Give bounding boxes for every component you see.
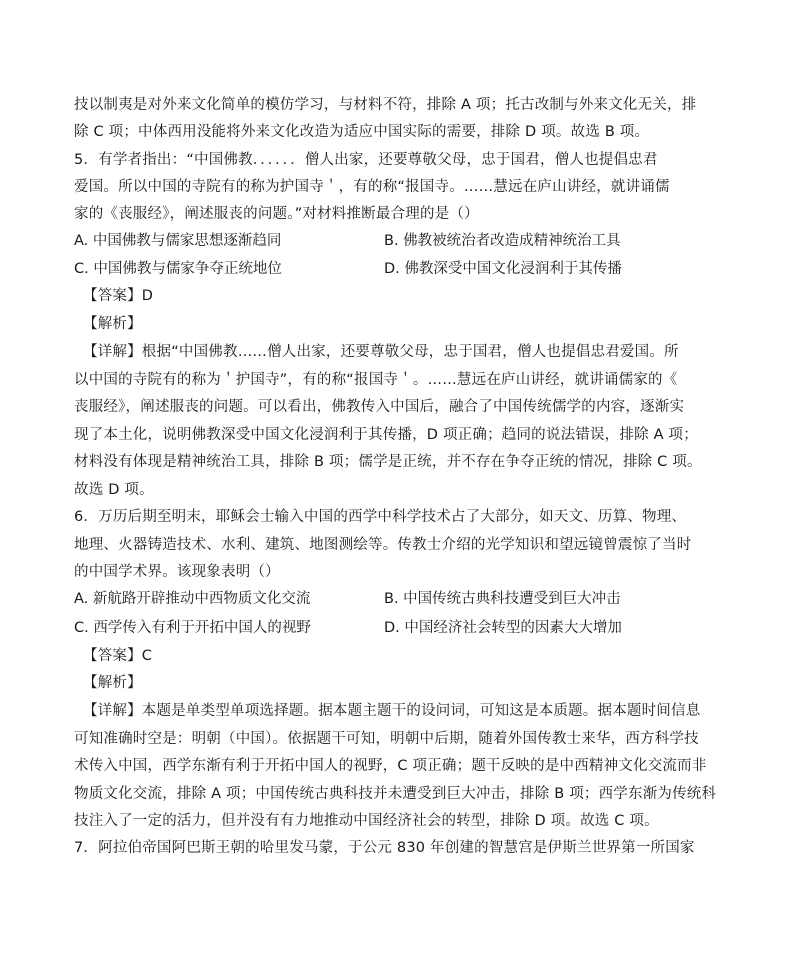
q5-detail-line-1: 【详解】根据“中国佛教……僧人出家，还要尊敬父母，忠于国君，僧人也提倡忠君爱国。所 [83,344,679,360]
q6-analysis-title: 【解析】 [83,675,142,691]
q5-option-a: A. 中国佛教与儒家思想逐渐趋同 [74,233,282,249]
q6-option-b: B. 中国传统古典科技遭受到巨大冲击 [384,591,621,607]
q5-detail-line-2: 以中国的寺院有的称为＇护国寺”，有的称“报国寺＇。……慧远在庐山讲经，就讲诵儒家的《 [74,372,678,388]
q6-option-d: D. 中国经济社会转型的因素大大增加 [384,620,622,636]
q5-detail-line-6: 故选 D 项。 [74,482,154,498]
q6-detail-line-1: 【详解】本题是单类型单项选择题。据本题主题干的设问词，可知这是本质题。据本题时间信息 [83,703,701,719]
q6-detail-line-5: 技注入了一定的活力，但并没有有力地推动中国经济社会的转型，排除 D 项。故选 C 项。 [74,813,659,829]
q7-stem-line-1: 7．阿拉伯帝国阿巴斯王朝的哈里发马蒙，于公元 830 年创建的智慧宫是伊斯兰世界第一所国家 [74,840,695,856]
q6-option-c: C. 西学传入有利于开拓中国人的视野 [74,620,311,636]
prev-analysis-line-1: 技以制夷是对外来文化简单的模仿学习，与材料不符，排除 A 项；托古改制与外来文化无关，排 [74,97,697,113]
q6-detail-line-3: 术传入中国，西学东渐有利于开拓中国人的视野，C 项正确；题干反映的是中西精神文化交流而非 [74,758,707,774]
q6-stem-line-1: 6．万历后期至明末，耶稣会士输入中国的西学中科学技术占了大部分，如天文、历算、物理、 [74,509,687,525]
prev-analysis-line-2: 除 C 项；中体西用没能将外来文化改造为适应中国实际的需要，排除 D 项。故选 B 项。 [74,124,650,140]
q5-detail-line-4: 现了本土化，说明佛教深受中国文化浸润利于其传播，D 项正确；趋同的说法错误，排除 A 项； [74,427,698,443]
q5-stem-line-1: 5．有学者指出：“中国佛教．．．．．．僧人出家，还要尊敬父母，忠于国君，僧人也提倡忠君 [74,152,658,168]
q5-stem-line-3: 家的《丧服经》，阐述服丧的问题。”对材料推断最合理的是（） [74,206,479,222]
q6-stem-line-2: 地理、火器铸造技术、水利、建筑、地图测绘等。传教士介绍的光学知识和望远镜曾震惊了当时 [74,537,692,553]
q5-answer: 【答案】D [83,288,154,304]
q5-option-d: D. 佛教深受中国文化浸润利于其传播 [384,261,622,277]
q5-stem-line-2: 爱国。所以中国的寺院有的称为护国寺＇，有的称“报国寺。……慧远在庐山讲经，就讲诵儒 [74,179,670,195]
q5-detail-line-5: 材料没有体现是精神统治工具，排除 B 项；儒学是正统，并不存在争夺正统的情况，排除 C 项。 [74,454,702,470]
q6-detail-line-4: 物质文化交流，排除 A 项；中国传统古典科技并未遭受到巨大冲击，排除 B 项；西学东渐为传统科 [74,786,717,802]
q5-analysis-title: 【解析】 [83,316,142,332]
q5-option-c: C. 中国佛教与儒家争夺正统地位 [74,261,282,277]
q6-stem-line-3: 的中国学术界。该现象表明（） [74,564,280,580]
q6-detail-line-2: 可知准确时空是：明朝（中国）。依据题干可知，明朝中后期，随着外国传教士来华，西方科学技 [74,731,699,747]
q6-option-a: A. 新航路开辟推动中西物质文化交流 [74,591,311,607]
q5-detail-line-3: 丧服经》，阐述服丧的问题。可以看出，佛教传入中国后，融合了中国传统儒学的内容，逐渐实 [74,399,685,415]
q6-answer: 【答案】C [83,648,153,664]
q5-option-b: B. 佛教被统治者改造成精神统治工具 [384,233,621,249]
